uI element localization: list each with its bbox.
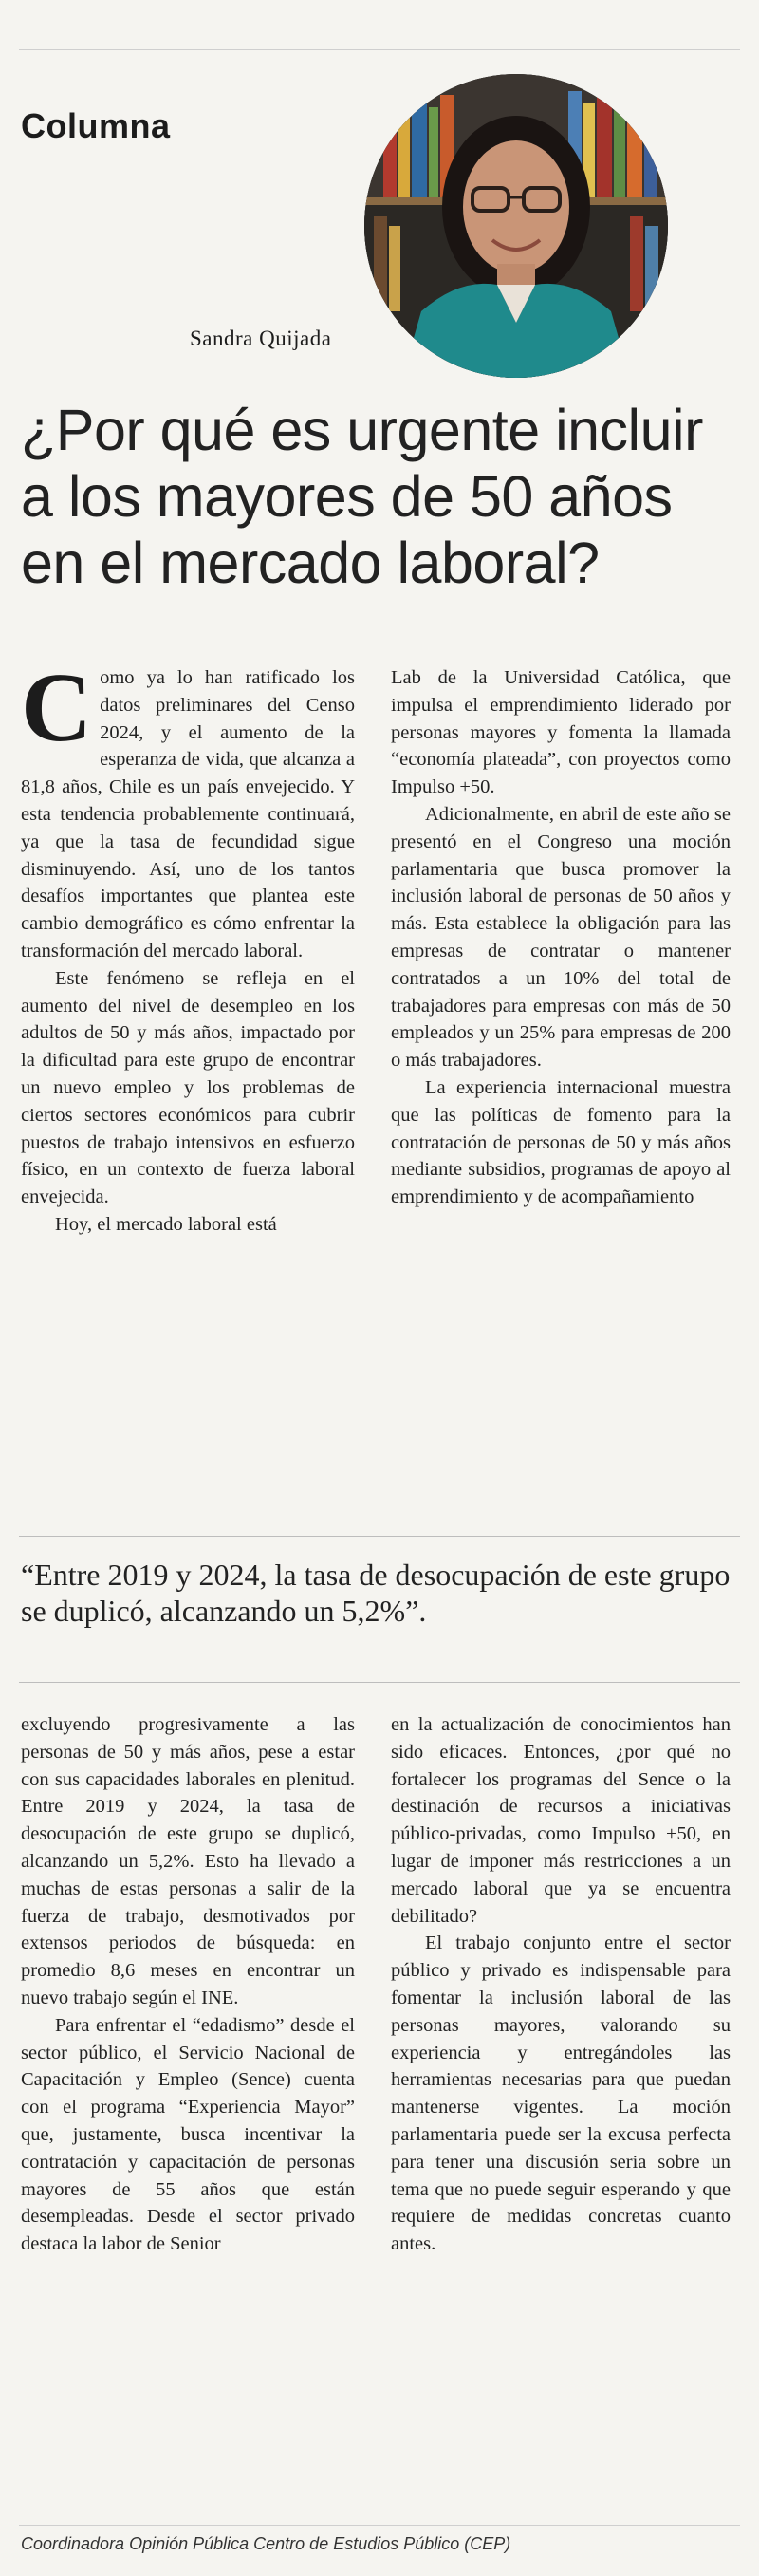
paragraph: Hoy, el mercado laboral está: [55, 1213, 277, 1235]
paragraph: La experiencia internacional muestra que las políticas de fomento para la contratación de personas de 50 y más años mediante subsidios, programas de apoyo al emprendimiento y de acompañamiento: [391, 1076, 731, 1208]
drop-cap: C: [21, 653, 93, 762]
divider: [19, 2525, 740, 2526]
headline: ¿Por qué es urgente incluir a los mayores de 50 años en el mercado laboral?: [21, 398, 703, 595]
divider: [19, 1682, 740, 1683]
body-column-2: [391, 664, 731, 1211]
paragraph: Este fenómeno se refleja en el aumento del nivel de desempleo en los adultos de 50 y más años, impactado por la dificultad para este grupo de encontrar un nuevo empleo y los problemas de ciertos sectores económicos para cubrir puestos de trabajo intensivos en esfuerzo físico, en un contexto de fuerza laboral envejecida.: [21, 967, 355, 1208]
paragraph: excluyendo progresivamente a las personas de 50 y más años, pese a estar con sus capacidades laborales en plenitud. Entre 2019 y 2024, la tasa de desocupación de este grupo se duplicó, alcanzando un 5,2%. Esto ha llevado a muchas de estas personas a salir de la fuerza de trabajo, desmotivados por extensos periodos de búsqueda: en promedio 8,6 meses en encontrar un nuevo trabajo según el INE.: [21, 1714, 355, 2008]
section-label: Columna: [21, 106, 171, 145]
body-column-3: [21, 1711, 355, 2258]
paragraph: Lab de la Universidad Católica, que impulsa el emprendimiento liderado por personas mayores y fomenta la llamada “economía plateada”, con proyectos como Impulso +50.: [391, 667, 731, 798]
body-column-4: [391, 1711, 731, 2258]
paragraph: Adicionalmente, en abril de este año se presentó en el Congreso una moción parlamentaria que busca promover la inclusión laboral de personas de 50 años y más. Esta establece la obligación para las empresas de contratar o mantener contratados a un 10% del total de trabajadores para empresas con más de 50 empleados y un 25% para empresas de 200 o más trabajadores.: [391, 803, 731, 1072]
author-portrait-image: [364, 74, 668, 378]
paragraph: El trabajo conjunto entre el sector público y privado es indispensable para fomentar la inclusión laboral de las personas mayores, valorando su experiencia y entregándoles las herramientas necesarias para que puedan mantenerse vigentes. La moción parlamentaria puede ser la excusa perfecta para tener una discusión seria sobre un tema que no puede seguir esperando y que requiere de medidas concretas cuanto antes.: [391, 1932, 731, 2255]
paragraph: Para enfrentar el “edadismo” desde el sector público, el Servicio Nacional de Capacitación y Empleo (Sence) cuenta con el programa “Experiencia Mayor” que, justamente, busca incentivar la contratación y capacitación de personas mayores de 55 años que están desempleadas. Desde el sector privado destaca la labor de Senior: [21, 2014, 355, 2255]
divider: [19, 1536, 740, 1537]
paragraph: en la actualización de conocimientos han sido eficaces. Entonces, ¿por qué no fortalecer los programas del Sence o la destinación de recursos a iniciativas público-privadas, como Impulso +50, en lugar de imponer más restricciones a un mercado laboral que ya se encuentra debilitado?: [391, 1714, 731, 1927]
author-name: Sandra Quijada: [190, 327, 332, 350]
body-column-1: [21, 653, 355, 1239]
author-credit: Coordinadora Opinión Pública Centro de Estudios Público (CEP): [21, 2534, 511, 2553]
pull-quote: “Entre 2019 y 2024, la tasa de desocupación de este grupo se duplicó, alcanzando un 5,2%”.: [21, 1558, 731, 1628]
paragraph: omo ya lo han ratificado los datos preliminares del Censo 2024, y el aumento de la esperanza de vida, que alcanza a 81,8 años, Chile es un país envejecido. Y esta tendencia probablemente continuará, ya que la tasa de fecundidad sigue disminuyendo. Así, uno de los tantos desafíos importantes que plantea este cambio demográfico es cómo enfrentar la transformación del mercado laboral.: [21, 667, 355, 961]
top-rule: [19, 49, 740, 50]
author-photo: [364, 74, 668, 378]
